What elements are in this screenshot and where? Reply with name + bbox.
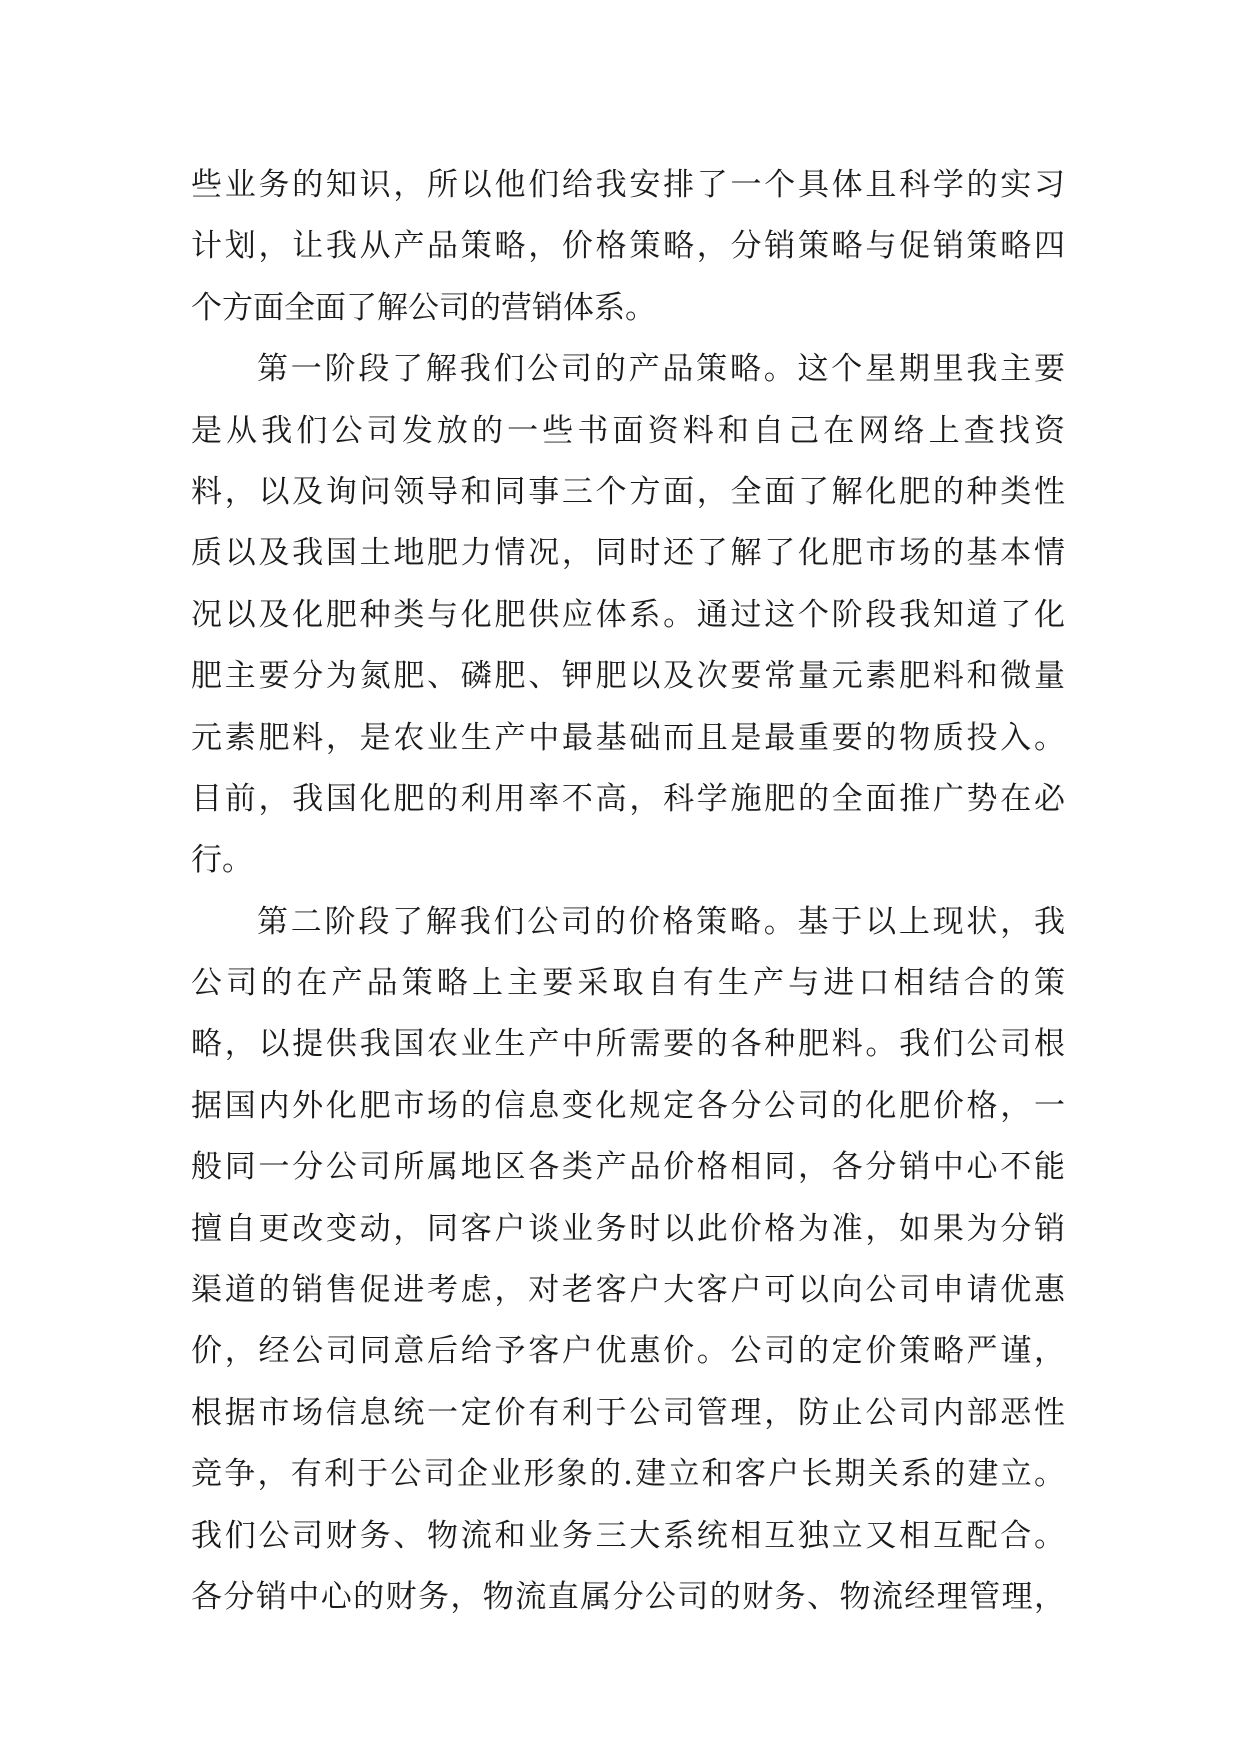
text-line: 我们公司财务、物流和业务三大系统相互独立又相互配合。 <box>191 1517 1065 1554</box>
text-line: 肥主要分为氮肥、磷肥、钾肥以及次要常量元素肥料和微量 <box>191 658 1065 695</box>
body-text <box>191 155 1065 1628</box>
text-line: 元素肥料，是农业生产中最基础而且是最重要的物质投入。 <box>191 719 1065 756</box>
text-line: 各分销中心的财务，物流直属分公司的财务、物流经理管理， <box>191 1578 1065 1615</box>
text-line: 擅自更改变动，同客户谈业务时以此价格为准，如果为分销 <box>191 1210 1065 1247</box>
text-line: 质以及我国土地肥力情况，同时还了解了化肥市场的基本情 <box>191 535 1065 572</box>
text-line: 行。 <box>191 842 253 879</box>
text-line: 些业务的知识，所以他们给我安排了一个具体且科学的实习 <box>191 167 1065 203</box>
paragraph-start-line: 第一阶段了解我们公司的产品策略。这个星期里我主要 <box>257 351 1065 388</box>
text-line: 竞争，有利于公司企业形象的.建立和客户长期关系的建立。 <box>191 1456 1065 1493</box>
text-line: 况以及化肥种类与化肥供应体系。通过这个阶段我知道了化 <box>191 596 1065 633</box>
text-line: 据国内外化肥市场的信息变化规定各分公司的化肥价格，一 <box>191 1087 1065 1124</box>
text-line: 公司的在产品策略上主要采取自有生产与进口相结合的策 <box>191 965 1065 1002</box>
text-line: 价，经公司同意后给予客户优惠价。公司的定价策略严谨， <box>191 1333 1065 1370</box>
text-line: 料，以及询问领导和同事三个方面，全面了解化肥的种类性 <box>191 473 1065 510</box>
text-line: 个方面全面了解公司的营销体系。 <box>191 289 656 326</box>
text-line: 般同一分公司所属地区各类产品价格相同，各分销中心不能 <box>191 1149 1065 1186</box>
text-line: 是从我们公司发放的一些书面资料和自己在网络上查找资 <box>191 412 1065 449</box>
text-line: 略，以提供我国农业生产中所需要的各种肥料。我们公司根 <box>191 1026 1065 1063</box>
paragraph-start-line: 第二阶段了解我们公司的价格策略。基于以上现状，我 <box>257 903 1065 940</box>
text-line: 计划，让我从产品策略，价格策略，分销策略与促销策略四 <box>191 228 1065 265</box>
text-line: 渠道的销售促进考虑，对老客户大客户可以向公司申请优惠 <box>191 1272 1065 1309</box>
text-line: 目前，我国化肥的利用率不高，科学施肥的全面推广势在必 <box>191 780 1065 817</box>
text-line: 根据市场信息统一定价有利于公司管理，防止公司内部恶性 <box>191 1394 1065 1431</box>
